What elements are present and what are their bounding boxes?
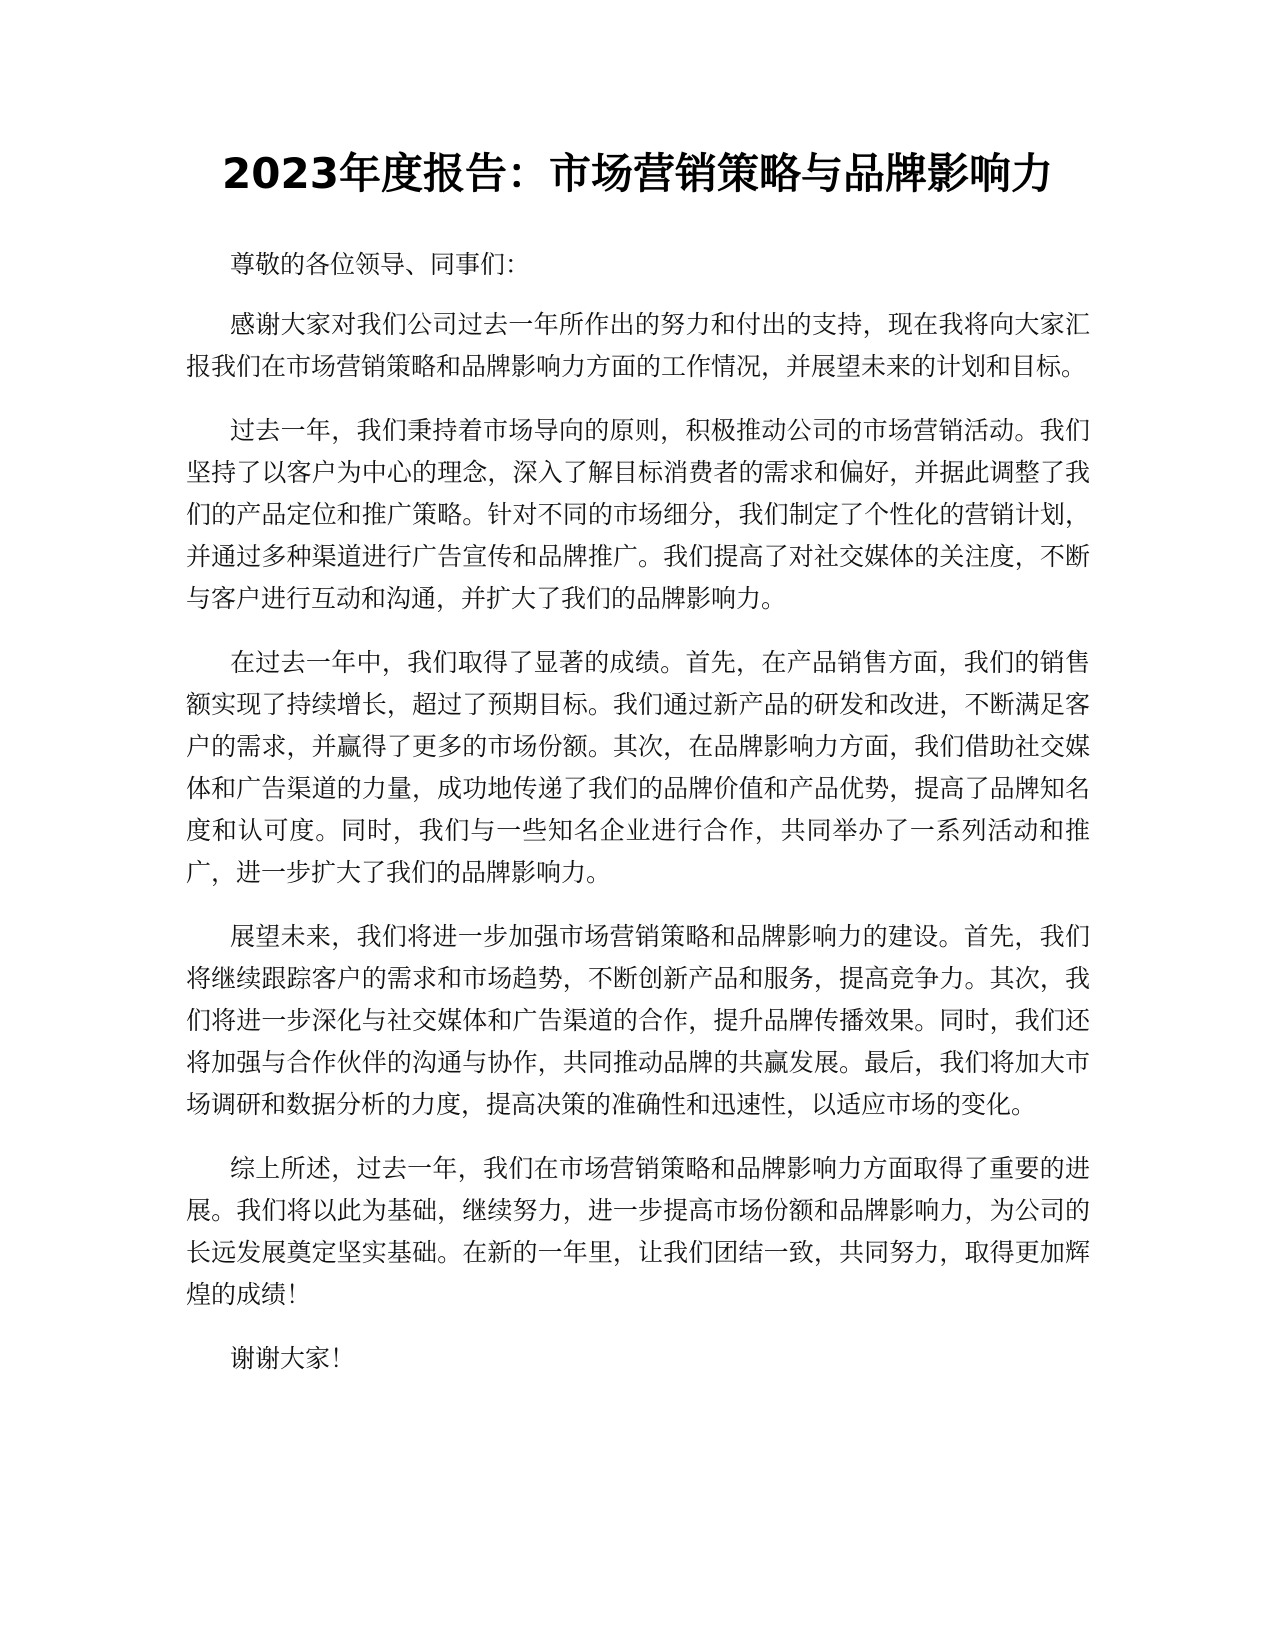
intro-paragraph: 感谢大家对我们公司过去一年所作出的努力和付出的支持，现在我将向大家汇报我们在市场营销策略和品牌影响力方面的工作情况，并展望未来的计划和目标。 [186,310,1090,381]
thanks-paragraph: 谢谢大家！ [230,1344,356,1373]
document-title: 2023年度报告：市场营销策略与品牌影响力 [222,149,1053,198]
summary-paragraph: 综上所述，过去一年，我们在市场营销策略和品牌影响力方面取得了重要的进展。我们将以此为基础，继续努力，进一步提高市场份额和品牌影响力，为公司的长远发展奠定坚实基础。在新的一年里，让我们团结一致，共同努力，取得更加辉煌的成绩！ [186,1154,1090,1309]
achievements-paragraph: 在过去一年中，我们取得了显著的成绩。首先，在产品销售方面，我们的销售额实现了持续增长，超过了预期目标。我们通过新产品的研发和改进，不断满足客户的需求，并赢得了更多的市场份额。其次，在品牌影响力方面，我们借助社交媒体和广告渠道的力量，成功地传递了我们的品牌价值和产品优势，提高了品牌知名度和认可度。同时，我们与一些知名企业进行合作，共同举办了一系列活动和推广，进一步扩大了我们的品牌影响力。 [186,648,1090,887]
document-body [186,244,1090,1402]
past-year-paragraph: 过去一年，我们秉持着市场导向的原则，积极推动公司的市场营销活动。我们坚持了以客户为中心的理念，深入了解目标消费者的需求和偏好，并据此调整了我们的产品定位和推广策略。针对不同的市场细分，我们制定了个性化的营销计划，并通过多种渠道进行广告宣传和品牌推广。我们提高了对社交媒体的关注度，不断与客户进行互动和沟通，并扩大了我们的品牌影响力。 [186,416,1090,613]
outlook-paragraph: 展望未来，我们将进一步加强市场营销策略和品牌影响力的建设。首先，我们将继续跟踪客户的需求和市场趋势，不断创新产品和服务，提高竞争力。其次，我们将进一步深化与社交媒体和广告渠道的合作，提升品牌传播效果。同时，我们还将加强与合作伙伴的沟通与协作，共同推动品牌的共赢发展。最后，我们将加大市场调研和数据分析的力度，提高决策的准确性和迅速性，以适应市场的变化。 [186,922,1090,1119]
greeting-paragraph: 尊敬的各位领导、同事们： [230,250,531,279]
